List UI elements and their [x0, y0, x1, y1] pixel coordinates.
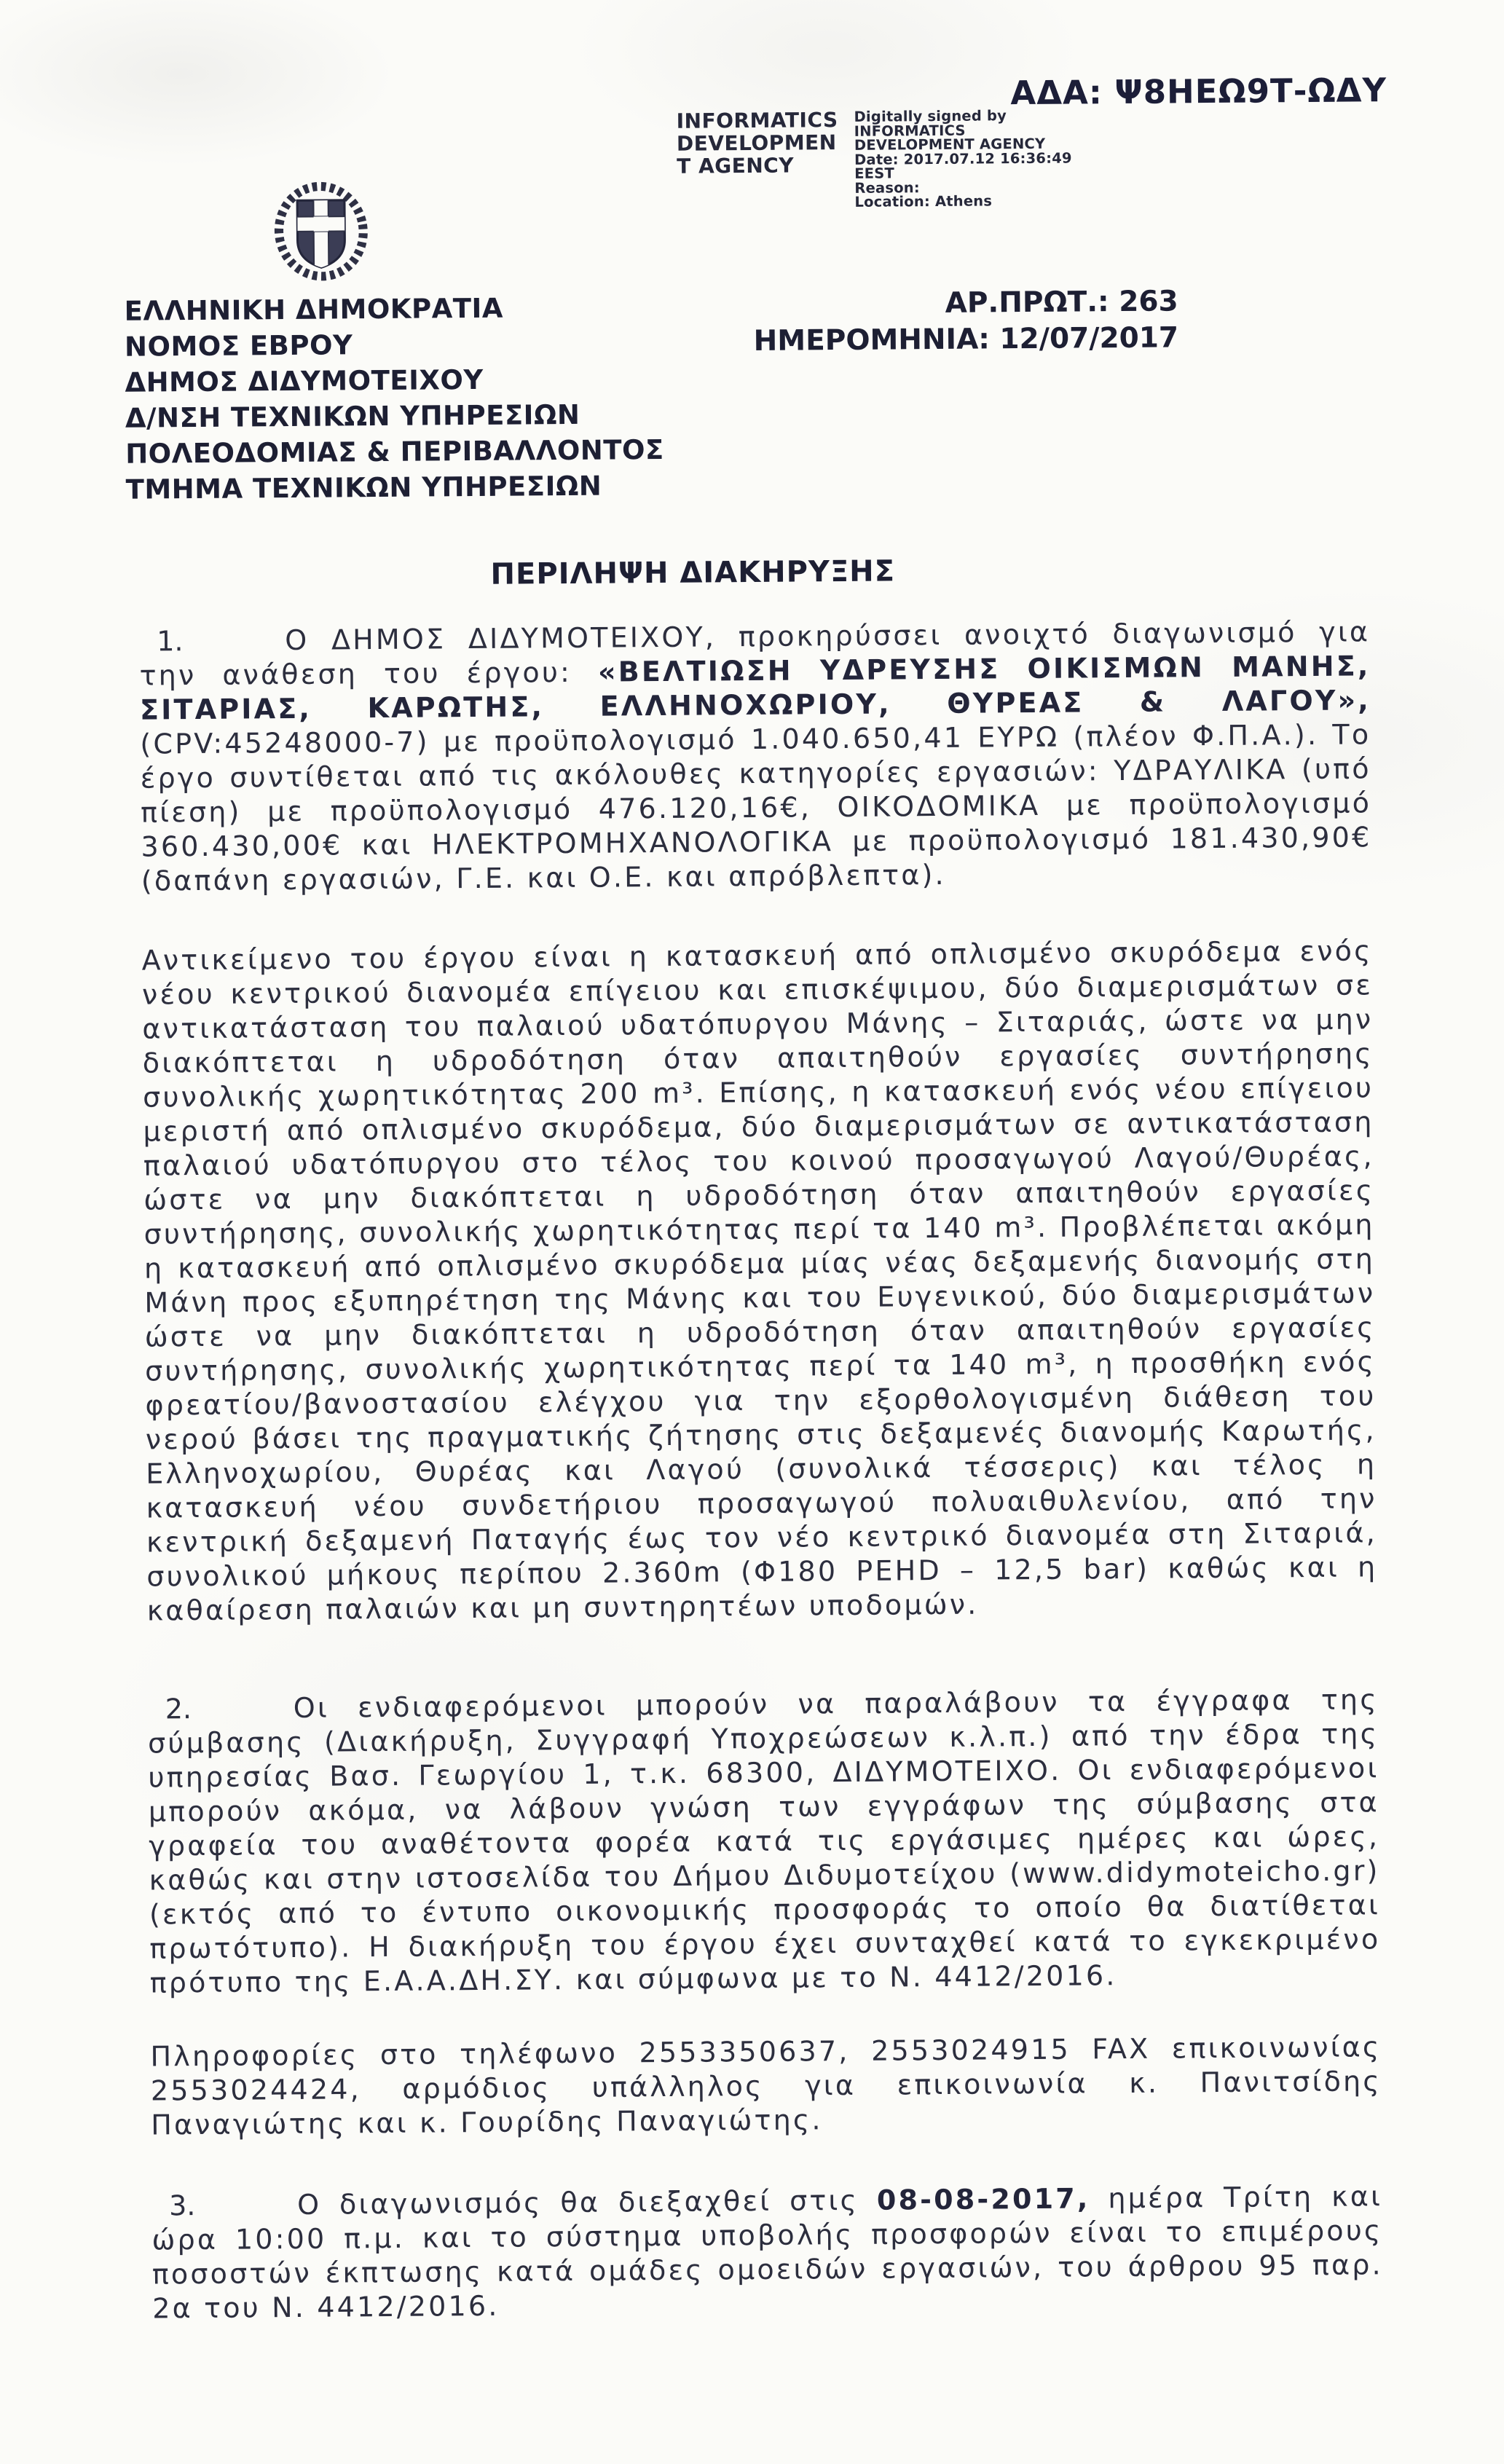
- paragraph-text-segment: Αντικείμενο του έργου είναι η κατασκευή από οπλισμένο σκυρόδεμα ενός νέου κεντρικού διανομέα επίγειου και επισκέψιμου, δύο διαμερισμάτων σε αντικατάσταση του παλαιού υδατόπυργου Μάνης – Σιταριάς, ώστε να μην διακόπτεται η υδροδότηση όταν απαιτηθούν εργασίες συντήρησης συνολικής χωρητικότητας 200 m³. Επίσης, η κατασκευή ενός νέου επίγειου μεριστή από οπλισμένο σκυρόδεμα, δύο διαμερισμάτων σε αντικατάσταση παλαιού υδατόπυργου στο τέλος του κοινού προσαγωγού Λαγού/Θυρέας, ώστε να μην διακόπτεται η υδροδότηση όταν απαιτηθούν εργασίες συντήρησης, συνολικής χωρητικότητας περί τα 140 m³. Προβλέπεται ακόμη η κατασκευή από οπλισμένο σκυρόδεμα μίας νέας δεξαμενής διανομής στη Μάνη προς εξυπηρέτηση της Μάνης και του Ευγενικού, δύο διαμερισμάτων ώστε να μην διακόπτεται η υδροδότηση όταν απαιτηθούν εργασίες συντήρησης, συνολικής χωρητικότητας περί τα 140 m³, η προσθήκη ενός φρεατίου/βανοστασίου ελέγχου για την εξορθολογισμένη διάθεση του νερού βάσει της πραγματικής ζήτησης στις δεξαμενές διανομής Καρωτής, Ελληνοχωρίου, Θυρέας και Λαγού (συνολικά τέσσερις) και τέλος η κατασκευή νέου συνδετήριου προσαγωγού πολυαιθυλενίου, από την κεντρική δεξαμενή Παταγής έως τον νέο κεντρικό διανομέα στη Σιταριά, συνολικού μήκους περίπου 2.360m (Φ180 PEHD – 12,5 bar) καθώς και η καθαίρεση παλαιών και μη συντηρητέων υποδομών.: [141, 934, 1378, 1627]
- org-line-municipality: ΔΗΜΟΣ ΔΙΔΥΜΟΤΕΙΧΟΥ: [125, 363, 484, 398]
- signature-detail-line: Digitally signed by: [854, 107, 1007, 125]
- page-title: ΠΕΡΙΛΗΨΗ ΔΙΑΚΗΡΥΞΗΣ: [490, 554, 896, 591]
- signature-agency-line: T AGENCY: [677, 153, 795, 178]
- signature-detail-line: Date: 2017.07.12 16:36:49: [854, 149, 1072, 168]
- body-paragraph: [150, 2030, 1382, 2142]
- org-line-directorate: Δ/ΝΣΗ ΤΕΧΝΙΚΩΝ ΥΠΗΡΕΣΙΩΝ: [125, 398, 580, 434]
- paragraph-text-segment: 08-08-2017,: [876, 2182, 1090, 2216]
- paragraph-text-segment: ημέρα Τρίτη και ώρα 10:00 π.μ. και το σύστημα υποβολής προσφορών είναι το επιμέρους ποσοστών έκπτωσης κατά ομάδες ομοειδών εργασιών, του άρθρου 95 παρ. 2α του Ν. 4412/2016.: [151, 2180, 1383, 2325]
- body-paragraph: [151, 2179, 1383, 2326]
- signature-detail-line: DEVELOPMENT AGENCY: [854, 135, 1046, 154]
- protocol-number: ΑΡ.ΠΡΩΤ.: 263: [945, 285, 1178, 320]
- paragraph-text-segment: Ο διαγωνισμός θα διεξαχθεί στις: [296, 2184, 878, 2221]
- signature-agency-line: INFORMATICS: [676, 108, 838, 133]
- body-paragraph: [148, 1682, 1381, 2000]
- org-line-department: ΤΜΗΜΑ ΤΕΧΝΙΚΩΝ ΥΠΗΡΕΣΙΩΝ: [125, 470, 602, 505]
- ada-number: ΑΔΑ: Ψ8ΗΕΩ9Τ-ΩΔΥ: [1010, 71, 1387, 113]
- document-body: [139, 615, 1383, 2326]
- org-line-republic: ΕΛΛΗΝΙΚΗ ΔΗΜΟΚΡΑΤΙΑ: [124, 292, 504, 327]
- issuing-authority-block: [125, 289, 665, 508]
- paragraph-text-segment: Πληροφορίες στο τηλέφωνο 2553350637, 2553024915 FAX επικοινωνίας 2553024424, αρμόδιος υπάλληλος για επικοινωνία κ. Πανιτσίδης Παναγιώτης και κ. Γουρίδης Παναγιώτης.: [150, 2031, 1382, 2141]
- paragraph-text-segment: «ΒΕΛΤΙΩΣΗ ΥΔΡΕΥΣΗΣ ΟΙΚΙΣΜΩΝ ΜΑΝΗΣ, ΣΙΤΑΡΙΑΣ, ΚΑΡΩΤΗΣ, ΕΛΛΗΝΟΧΩΡΙΟΥ, ΘΥΡΕΑΣ & ΛΑΓΟΥ»,: [139, 650, 1371, 726]
- paragraph-number: 3.: [168, 2189, 196, 2222]
- paragraph-number: 1.: [157, 625, 184, 658]
- paragraph-text-segment: Οι ενδιαφερόμενοι μπορούν να παραλάβουν τα έγγραφα της σύμβασης (Διακήρυξη, Συγγραφή Υποχρεώσεων κ.λ.π.) από την έδρα της υπηρεσίας Βασ. Γεωργίου 1, τ.κ. 68300, ΔΙΔΥΜΟΤΕΙΧΟ. Οι ενδιαφερόμενοι μπορούν ακόμα, να λάβουν γνώση των εγγράφων της σύμβασης στα γραφεία του αναθέτοντα φορέα κατά τις εργάσιμες ημέρες και ώρες, καθώς και στην ιστοσελίδα του Δήμου Διδυμοτείχου (www.didymoteicho.gr) (εκτός από το έντυπο οικονομικής προσφοράς το οποίο θα διατίθεται πρωτότυπο). Η διακήρυξη του έργου έχει συνταχθεί κατά το εγκεκριμένο πρότυπο της Ε.Α.Α.ΔΗ.ΣΥ. και σύμφωνα με το Ν. 4412/2016.: [147, 1683, 1381, 1999]
- paragraph-text-segment: (CPV:45248000-7) με προϋπολογισμό 1.040.650,41 ΕΥΡΩ (πλέον Φ.Π.Α.). Το έργο συντίθεται από τις ακόλουθες κατηγορίες εργασιών: ΥΔΡΑΥΛΙΚΑ (υπό πίεση) με προϋπολογισμό 476.120,16€, ΟΙΚΟΔΟΜΙΚΑ με προϋπολογισμό 360.430,00€ και ΗΛΕΚΤΡΟΜΗΧΑΝΟΛΟΓΙΚΑ με προϋπολογισμό 181.430,90€ (δαπάνη εργασιών, Γ.Ε. και Ο.Ε. και απρόβλεπτα).: [140, 718, 1372, 897]
- signature-agency-line: DEVELOPMEN: [676, 130, 837, 156]
- org-line-directorate-2: ΠΟΛΕΟΔΟΜΙΑΣ & ΠΕΡΙΒΑΛΛΟΝΤΟΣ: [125, 433, 664, 470]
- signature-detail-line: EEST: [854, 165, 895, 182]
- signature-detail-line: Reason:: [854, 178, 920, 197]
- signature-agency-name: [677, 109, 839, 210]
- body-paragraph: [139, 615, 1372, 898]
- paragraph-text-segment: Ο ΔΗΜΟΣ ΔΙΔΥΜΟΤΕΙΧΟΥ, προκηρύσσει ανοιχτό διαγωνισμό για την ανάθεση του έργου:: [139, 615, 1371, 692]
- greek-coat-of-arms-icon: [269, 175, 373, 289]
- signature-detail-line: Location: Athens: [854, 192, 993, 210]
- signature-detail-line: INFORMATICS: [854, 122, 966, 140]
- paragraph-number: 2.: [165, 1693, 192, 1725]
- body-paragraph: [142, 934, 1378, 1628]
- signature-details: [854, 107, 1072, 210]
- digital-signature-block: [677, 107, 1073, 211]
- protocol-block: [753, 283, 1178, 360]
- document-date: ΗΜΕΡΟΜΗΝΙΑ: 12/07/2017: [753, 321, 1179, 358]
- org-line-prefecture: ΝΟΜΟΣ ΕΒΡΟΥ: [124, 329, 353, 363]
